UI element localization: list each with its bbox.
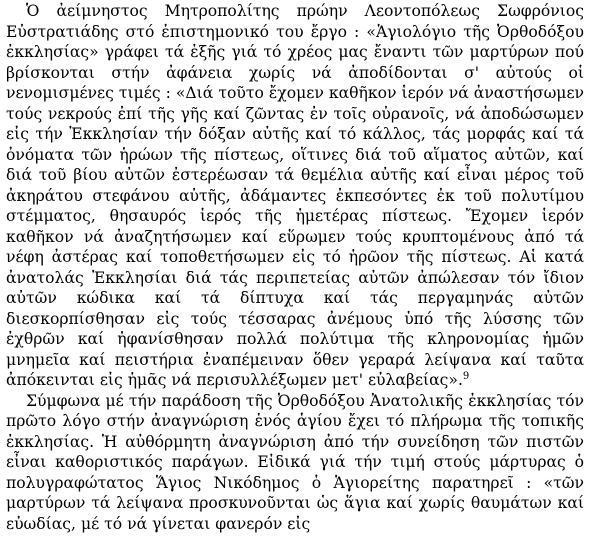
footnote-marker: 9 <box>462 370 470 382</box>
paragraph-2-text: Σύμφωνα μέ τήν παράδοση τῆς Ὀρθοδόξου Ἀνατολικῆς ἐκκλησίας τόν πρῶτο λόγο στήν ἀναγνώριση ἑνός ἁγίου ἔχει τό πλήρωμα τῆς τοπικῆς ἐκκλησίας. Ἡ αὐθόρμητη ἀναγνώριση ἀπό τήν συνείδηση τῶν πιστῶν εἶναι καθοριστικός παράγων. Εἰδικά γιά τήν τιμή στούς μάρτυρας ὁ πολυγραφώτατος Ἅγιος Νικόδημος ὁ Ἁγιορείτης παρατηρεῖ : «τῶν μαρτύρων τά λείψανα προσκυνοῦνται ὡς ἅγια καί χωρίς θαυμάτων καί εὐωδίας, μέ τό νά γίνεται φανερόν εἰς <box>6 391 584 533</box>
paragraph-2 <box>6 391 584 535</box>
body-text <box>6 1 584 534</box>
paragraph-1 <box>6 1 584 391</box>
paragraph-1-text: Ὁ ἀείμνηστος Μητροπολίτης πρώην Λεοντοπόλεως Σωφρόνιος Εὐστρατιάδης στό ἐπιστημονικό του ἔργο : «Ἁγιολόγιο τῆς Ὀρθοδόξου ἐκκλησίας» γράφει τά ἑξῆς γιά τό χρέος μας ἔναντι τῶν μαρτύρων πού βρίσκονται στήν ἀφάνεια χωρίς νά ἀποδίδονται σ' αὐτούς οἱ νενομισμένες τιμές : «Διά τοῦτο ἔχομεν καθῆκον ἱερόν νά ἀναστήσωμεν τούς νεκρούς ἐπί τῆς γῆς καί ζῶντας ἐν τοῖς οὐρανοῖς, νά ἀποδώσωμεν εἰς τήν Ἐκκλησίαν τήν δόξαν αὐτῆς καί τό κάλλος, τάς μορφάς καί τά ὀνόματα τῶν ἡρώων τῆς πίστεως, οἵτινες διά τοῦ αἵματος αὐτῶν, καί διά τοῦ βίου αὐτῶν ἐστερέωσαν τά θεμέλια αὐτῆς καί εἶναι μέρος τοῦ ἀκηράτου στεφάνου αὐτῆς, ἀδάμαντες ἐκπεσόντες ἐκ τοῦ πολυτίμου στέμματος, θησαυρός ἱερός τῆς ἡμετέρας πίστεως. Ἔχομεν ἱερόν καθῆκον νά ἀναζητήσωμεν καί εὕρωμεν τούς κρυπτομένους ἀπό τά νέφη ἀστέρας καί τοποθετήσωμεν εἰς τό ἡρῶον τῆς πίστεως. Αἱ κατά ἀνατολάς Ἐκκλησίαι διά τάς περιπετείας αὐτῶν ἀπώλεσαν τόν ἴδιον αὐτῶν κώδικα καί τά δίπτυχα καί τάς περγαμηνάς αὐτῶν διεσκορπίσθησαν εἰς τούς τέσσαρας ἀνέμους ὑπό τῆς λύσσης τῶν ἐχθρῶν καί ἠφανίσθησαν πολλά πολύτιμα τῆς κληρονομίας ἡμῶν μνημεῖα καί πειστήρια ἐναπέμειναν ὅθεν γεραρά λείψανα καί ταῦτα ἀπόκεινται εἰς ἡμᾶς νά περισυλλέξωμεν μετ' εὐλαβείας». <box>6 2 584 389</box>
